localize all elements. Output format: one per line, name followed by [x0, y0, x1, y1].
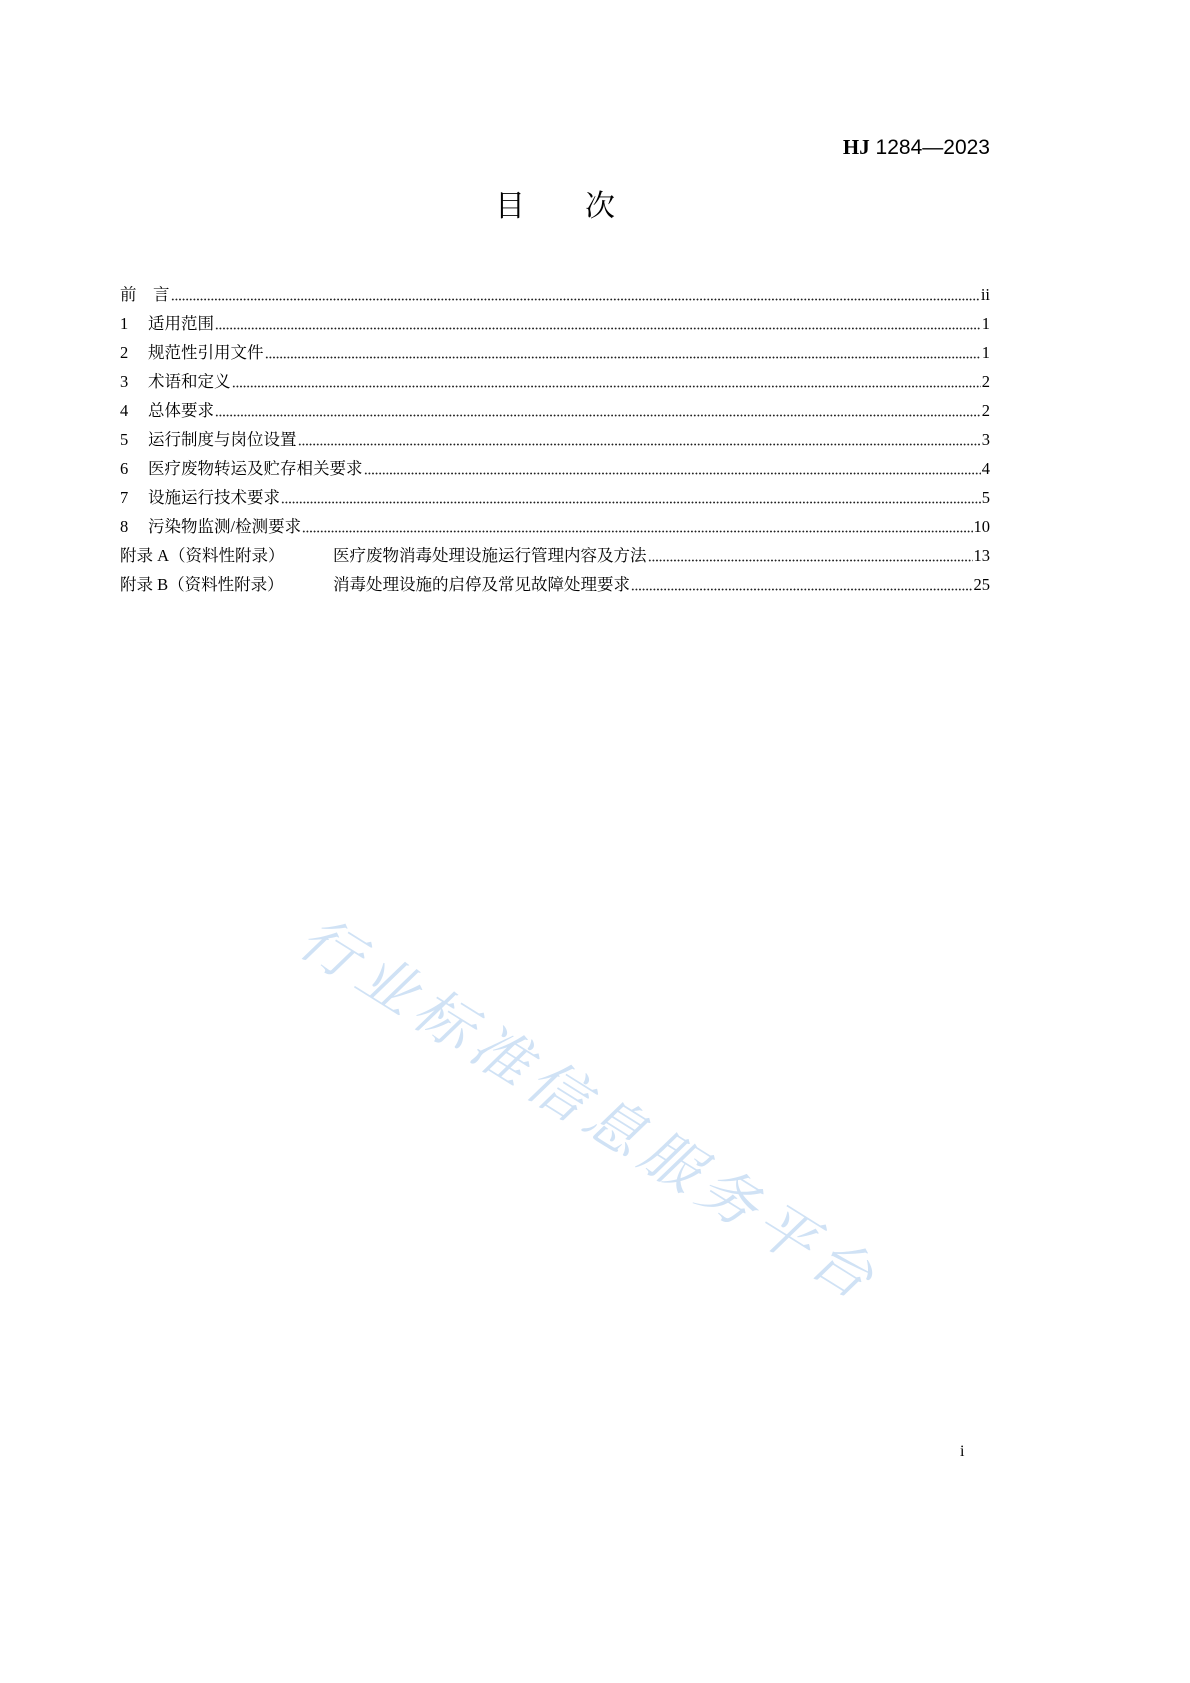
toc-entry-page: 2	[981, 372, 990, 391]
toc-dot-leader	[281, 501, 981, 504]
toc-entry-7	[120, 483, 990, 512]
toc-entry-page: 1	[981, 343, 990, 362]
toc-entry-page: 2	[981, 401, 990, 420]
toc-entry-title: 术语和定义	[148, 372, 231, 391]
toc-entry-page: 25	[973, 575, 990, 594]
toc-entry-page: 4	[981, 459, 990, 478]
toc-entry-number: 6	[120, 459, 129, 478]
toc-appendix-label: 附录 B（资料性附录）	[120, 575, 284, 594]
toc-entry-1	[120, 309, 990, 338]
toc-entry-title: 医疗废物转运及贮存相关要求	[148, 459, 363, 478]
toc-entry-title: 污染物监测/检测要求	[148, 517, 302, 536]
toc-dot-leader	[302, 530, 972, 533]
toc-entry-title: 医疗废物消毒处理设施运行管理内容及方法	[333, 546, 647, 565]
standard-code-number: 1284—2023	[869, 136, 990, 159]
standard-code	[843, 133, 990, 162]
toc-entry-number: 7	[120, 488, 129, 507]
toc-entry-foreword	[120, 280, 990, 309]
toc-entry-2	[120, 338, 990, 367]
toc-dot-leader	[364, 472, 981, 475]
toc-entry-page: 5	[981, 488, 990, 507]
toc-entry-title: 设施运行技术要求	[148, 488, 280, 507]
toc-dot-leader	[232, 385, 981, 388]
page-title: 目 次	[495, 189, 615, 224]
toc-entry-4	[120, 396, 990, 425]
toc-entry-8	[120, 512, 990, 541]
toc-dot-leader	[298, 443, 981, 446]
toc-entry-appendix-b	[120, 570, 990, 599]
toc-entry-title: 前 言	[120, 285, 170, 304]
toc-dot-leader	[631, 588, 973, 591]
toc-dot-leader	[215, 327, 981, 330]
toc-entry-title: 适用范围	[148, 314, 214, 333]
toc-entry-page: 3	[981, 430, 990, 449]
toc-entry-page: ii	[980, 285, 990, 304]
toc-entry-6	[120, 454, 990, 483]
toc-entry-title: 运行制度与岗位设置	[148, 430, 297, 449]
toc-entry-page: 10	[973, 517, 990, 536]
toc-dot-leader	[215, 414, 981, 417]
toc-entry-appendix-a	[120, 541, 990, 570]
toc-dot-leader	[648, 559, 973, 562]
toc-appendix-label: 附录 A（资料性附录）	[120, 546, 285, 565]
toc-entry-title: 规范性引用文件	[148, 343, 264, 362]
toc-entry-number: 2	[120, 343, 129, 362]
toc-entry-number: 1	[120, 314, 129, 333]
toc-entry-number: 4	[120, 401, 129, 420]
toc-entry-page: 1	[981, 314, 990, 333]
toc-entry-number: 3	[120, 372, 129, 391]
toc-entry-3	[120, 367, 990, 396]
toc-entry-title: 消毒处理设施的启停及常见故障处理要求	[333, 575, 630, 594]
toc-dot-leader	[171, 298, 980, 301]
toc-entry-number: 8	[120, 517, 129, 536]
toc-entry-5	[120, 425, 990, 454]
toc-entry-page: 13	[973, 546, 990, 565]
toc-dot-leader	[265, 356, 981, 359]
toc-entry-title: 总体要求	[148, 401, 214, 420]
standard-code-prefix: HJ	[842, 135, 870, 159]
page-number: i	[960, 1443, 965, 1460]
table-of-contents	[120, 280, 990, 599]
toc-entry-number: 5	[120, 430, 129, 449]
watermark: 行业标准信息服务平台	[287, 903, 893, 1317]
